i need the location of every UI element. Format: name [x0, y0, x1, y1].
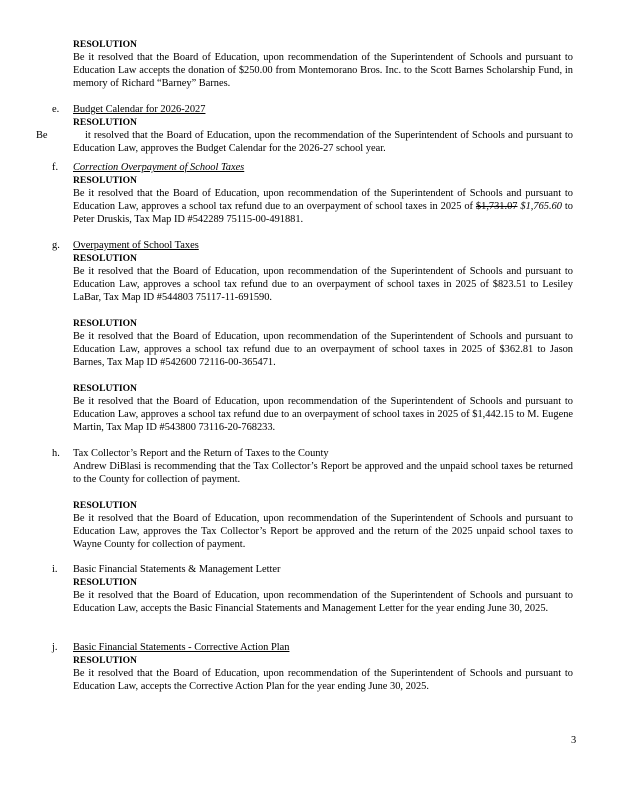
resolution-text: Be it resolved that the Board of Education, upon recommendation of the Superintendent of Schools and pursuant to Education Law, approves a school tax refund due to an overpayment of school taxes in 2025 of $362.81 to Jason Barnes, Tax Map ID #542600 72116-00-365471.	[73, 331, 573, 368]
item-title-financial-statements: Basic Financial Statements & Management Letter	[73, 564, 281, 575]
item-title-tax-collector-report: Tax Collector’s Report and the Return of Taxes to the County	[73, 448, 329, 459]
resolution-heading: RESOLUTION	[73, 383, 137, 394]
resolution-text: Be it resolved that the Board of Education, upon recommendation of the Superintendent of Schools and pursuant to Education Law accepts the donation of $250.00 from Montemorano Bros. Inc. to the Scott Barnes Scholarship Fund, in memory of Richard “Barney” Barnes.	[73, 52, 573, 89]
resolution-text-before: Be it resolved that the Board of Education, upon recommendation of the Superintendent of Schools and pursuant to Education Law, approves a school tax refund due to an overpayment of school taxes in 2025 of	[73, 188, 573, 212]
resolution-heading: RESOLUTION	[73, 500, 137, 511]
resolution-heading: RESOLUTION	[73, 253, 137, 264]
resolution-text: Be it resolved that the Board of Education, upon recommendation of the Superintendent of Schools and pursuant to Education Law, approves a school tax refund due to an overpayment of school taxes in 2025 of $823.51 to Lesiley LaBar, Tax Map ID #544803 75117-11-691590.	[73, 266, 573, 303]
resolution-text: Be it resolved that the Board of Education, upon recommendation of the Superintendent of Schools and pursuant to Education Law, accepts the Basic Financial Statements and Management Letter for the year ending June 30, 2025.	[73, 590, 573, 614]
item-title-correction-overpayment: Correction Overpayment of School Taxes	[73, 162, 245, 173]
resolution-heading: RESOLUTION	[73, 318, 137, 329]
resolution-heading: RESOLUTION	[73, 39, 137, 50]
item-marker-h: h.	[52, 448, 60, 459]
resolution-text: Be it resolved that the Board of Education, upon recommendation of the Superintendent of Schools and pursuant to Education Law, approves a school tax refund due to an overpayment of school taxes in 2025 of $1,442.15 to M. Eugene Martin, Tax Map ID #543800 73116-20-768233.	[73, 396, 573, 433]
item-marker-e: e.	[52, 104, 60, 115]
item-marker-g: g.	[52, 240, 60, 251]
resolution-heading: RESOLUTION	[73, 655, 137, 666]
item-intro-text: Andrew DiBlasi is recommending that the Tax Collector’s Report be approved and the unpaid school taxes be returned to the County for collection of payment.	[73, 461, 573, 485]
item-marker-i: i.	[52, 564, 58, 575]
page-number: 3	[571, 735, 577, 746]
struck-amount: $1,731.07	[475, 201, 518, 212]
resolution-heading: RESOLUTION	[73, 117, 137, 128]
item-marker-f: f.	[52, 162, 59, 173]
resolution-text-after: to Peter Druskis, Tax Map ID #542289 75115-00-491881.	[73, 201, 573, 225]
resolution-text: Be it resolved that the Board of Education, upon recommendation of the Superintendent of Schools and pursuant to Education Law, approves the Tax Collector’s Report be approved and the return of the 2025 unpaid school taxes to Wayne County for collection of payment.	[73, 513, 573, 550]
resolution-heading: RESOLUTION	[73, 577, 137, 588]
resolution-text: Be it resolved that the Board of Education, upon recommendation of the Superintendent of Schools and pursuant to Education Law, accepts the Corrective Action Plan for the year ending June 30, 2025.	[73, 668, 573, 692]
corrected-amount: $1,765.60	[520, 201, 562, 212]
resolution-be-word: Be	[36, 130, 48, 141]
item-title-overpayment: Overpayment of School Taxes	[73, 240, 199, 251]
resolution-heading: RESOLUTION	[73, 175, 137, 186]
resolution-text	[73, 187, 573, 226]
item-title-budget-calendar: Budget Calendar for 2026-2027	[73, 104, 206, 115]
item-marker-j: j.	[52, 642, 58, 653]
item-title-corrective-action-plan: Basic Financial Statements - Corrective Action Plan	[73, 642, 290, 653]
resolution-text: it resolved that the Board of Education, upon the recommendation of the Superintendent of Schools and pursuant to Education Law, approves the Budget Calendar for the 2026-27 school year.	[73, 130, 573, 154]
